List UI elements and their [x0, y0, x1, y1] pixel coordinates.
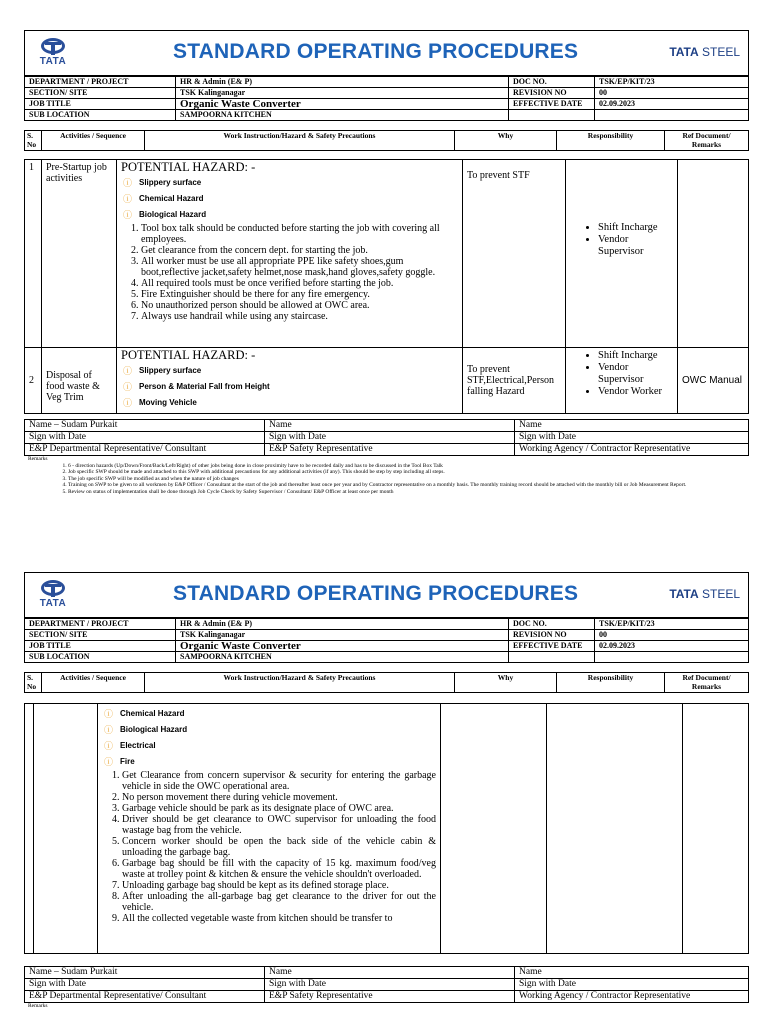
- job-label: JOB TITLE: [25, 99, 176, 110]
- name-left: Name – Sudam Purkait: [25, 420, 265, 432]
- row-why: [441, 704, 547, 954]
- doc-value: TSK/EP/KIT/23: [595, 77, 749, 88]
- row-instruction: [117, 348, 463, 414]
- doc-label: DOC NO.: [509, 77, 595, 88]
- name-mid: Name: [265, 967, 515, 979]
- col-sno: S. No: [25, 673, 42, 693]
- row-ref: OWC Manual: [678, 348, 749, 414]
- col-ref: Ref Document/ Remarks: [665, 673, 749, 693]
- dept-value: HR & Admin (E& P): [176, 77, 509, 88]
- sign-mid: Sign with Date: [265, 979, 515, 991]
- row-why: To prevent STF,Electrical,Person falling Hazard: [463, 348, 566, 414]
- role-mid: E&P Safety Representative: [265, 991, 515, 1003]
- instruction-steps: [121, 223, 458, 322]
- hazard-heading: POTENTIAL HAZARD: -: [121, 160, 256, 174]
- job-value: Organic Waste Converter: [176, 641, 509, 652]
- step-item: 4. Driver should be get clearance to OWC supervisor for unloading the food wastage bag from the vehicle.: [122, 814, 436, 836]
- hazard-item: ⓘ Moving Vehicle: [139, 395, 458, 411]
- step-item: 5. Fire Extinguisher should be there for any fire emergency.: [141, 289, 458, 300]
- name-left: Name – Sudam Purkait: [25, 967, 265, 979]
- col-ref: Ref Document/ Remarks: [665, 131, 749, 151]
- tata-logo-icon: [37, 38, 69, 67]
- hazard-item: ⓘ Fire: [120, 754, 436, 770]
- doc-value: TSK/EP/KIT/23: [595, 619, 749, 630]
- rev-value: 00: [595, 630, 749, 641]
- sop-title: STANDARD OPERATING PROCEDURES: [173, 40, 579, 63]
- hazard-item: ⓘ Biological Hazard: [120, 722, 436, 738]
- responsibility-item: • Vendor Supervisor: [598, 234, 673, 258]
- eff-value: 02.09.2023: [595, 99, 749, 110]
- signature-table: [24, 419, 749, 456]
- hazard-list: [102, 706, 436, 770]
- row-sno: 2: [25, 348, 42, 414]
- hazard-bullet-icon: ⓘ: [104, 757, 114, 767]
- remarks-label: Remarks: [28, 456, 48, 462]
- sop-page-2: [24, 572, 749, 1010]
- sign-right: Sign with Date: [515, 432, 749, 444]
- section-value: TSK Kalinganagar: [176, 88, 509, 99]
- hazard-bullet-icon: ⓘ: [123, 178, 133, 188]
- remark-item: 2. Job specific SWP should be made and attached to this SWP with additional precautions for any additional activities (if any). This should be step by step including all steps.: [68, 469, 747, 476]
- hazard-bullet-icon: ⓘ: [123, 194, 133, 204]
- hazard-heading: POTENTIAL HAZARD: -: [121, 348, 256, 362]
- tata-logo-icon: [37, 580, 69, 609]
- tata-steel-brand: TATA STEEL: [669, 587, 740, 601]
- step-item: 7. Always use handrail while using any staircase.: [141, 311, 458, 322]
- dept-value: HR & Admin (E& P): [176, 619, 509, 630]
- sign-left: Sign with Date: [25, 432, 265, 444]
- col-why: Why: [455, 131, 557, 151]
- step-item: 1. Tool box talk should be conducted before starting the job with covering all employees.: [141, 223, 458, 245]
- meta-table: [24, 76, 749, 121]
- section-value: TSK Kalinganagar: [176, 630, 509, 641]
- row-instruction: [117, 160, 463, 348]
- remark-item: 3. The job specific SWP will be modified as and when the nature of job changes: [68, 476, 747, 483]
- hazard-bullet-icon: ⓘ: [123, 366, 133, 376]
- subloc-value: SAMPOORNA KITCHEN: [176, 652, 509, 663]
- hazard-item: ⓘ Chemical Hazard: [120, 706, 436, 722]
- responsibility-item: • Vendor Worker: [598, 386, 673, 398]
- row-instruction: [98, 704, 441, 954]
- col-activities: Activities / Sequence: [42, 131, 145, 151]
- tata-steel-brand: TATA STEEL: [669, 45, 740, 59]
- step-item: 8. After unloading the all-garbage bag get clearance to the driver for out the vehicle.: [122, 891, 436, 913]
- hazard-item: ⓘ Biological Hazard: [139, 207, 458, 223]
- hazard-bullet-icon: ⓘ: [104, 709, 114, 719]
- col-sno: S. No: [25, 131, 42, 151]
- instruction-steps: [102, 770, 436, 924]
- hazard-bullet-icon: ⓘ: [104, 725, 114, 735]
- hazard-item: ⓘ Person & Material Fall from Height: [139, 379, 458, 395]
- col-responsibility: Responsibility: [557, 131, 665, 151]
- eff-value: 02.09.2023: [595, 641, 749, 652]
- hazard-bullet-icon: ⓘ: [123, 382, 133, 392]
- row-responsibility: [566, 348, 678, 414]
- subloc-label: SUB LOCATION: [25, 652, 176, 663]
- col-instruction: Work Instruction/Hazard & Safety Precautions: [145, 673, 455, 693]
- responsibility-item: • Shift Incharge: [598, 350, 673, 362]
- role-right: Working Agency / Contractor Representative: [515, 444, 749, 456]
- row-activity: Pre-Startup job activities: [42, 160, 117, 348]
- remarks-block: [24, 1003, 749, 1010]
- hazard-item: ⓘ Slippery surface: [139, 175, 458, 191]
- responsibility-item: • Vendor Supervisor: [598, 362, 673, 386]
- table-row: [25, 348, 749, 414]
- remark-item: 4. Training on SWP to be given to all workmen by E&P Officer / Consultant at the start of the job and thereafter least once per year and by Contractor representative on a monthly basis. The monthly training record should be attached with the monthly bill or Job Measurement Report.: [68, 482, 747, 489]
- hazard-bullet-icon: ⓘ: [123, 210, 133, 220]
- row-activity: Disposal of food waste & Veg Trim: [42, 348, 117, 414]
- sop-body-table: [24, 159, 749, 414]
- step-item: 3. Garbage vehicle should be park as its designate place of OWC area.: [122, 803, 436, 814]
- step-item: 4. All required tools must be once verified before starting the job.: [141, 278, 458, 289]
- row-activity: [34, 704, 98, 954]
- step-item: 2. No person movement there during vehicle movement.: [122, 792, 436, 803]
- doc-label: DOC NO.: [509, 619, 595, 630]
- table-row: [25, 704, 749, 954]
- col-responsibility: Responsibility: [557, 673, 665, 693]
- name-mid: Name: [265, 420, 515, 432]
- rev-label: REVISION NO: [509, 630, 595, 641]
- hazard-list: [121, 175, 458, 223]
- hazard-bullet-icon: ⓘ: [104, 741, 114, 751]
- hazard-item: ⓘ Chemical Hazard: [139, 191, 458, 207]
- sop-header: [24, 30, 749, 76]
- sop-body-table: [24, 703, 749, 954]
- dept-label: DEPARTMENT / PROJECT: [25, 77, 176, 88]
- step-item: 3. All worker must be use all appropriate PPE like safety shoes,gum boot,reflective jacket,safety helmet,nose mask,hand gloves,safety goggle.: [141, 256, 458, 278]
- step-item: 2. Get clearance from the concern dept. for starting the job.: [141, 245, 458, 256]
- step-item: 6. No unauthorized person should be allowed at OWC area.: [141, 300, 458, 311]
- row-why: To prevent STF: [463, 160, 566, 348]
- signature-table: [24, 966, 749, 1003]
- dept-label: DEPARTMENT / PROJECT: [25, 619, 176, 630]
- role-left: E&P Departmental Representative/ Consultant: [25, 444, 265, 456]
- responsibility-item: • Shift Incharge: [598, 222, 673, 234]
- rev-value: 00: [595, 88, 749, 99]
- logo-text: TATA: [39, 598, 67, 609]
- remark-item: 5. Review on status of implementation shall be done through Job Cycle Check by Safety Supervisor / Consultant/ E&P Officer at least once per month: [68, 489, 747, 496]
- job-value: Organic Waste Converter: [176, 99, 509, 110]
- row-sno: 1: [25, 160, 42, 348]
- eff-label: EFFECTIVE DATE: [509, 641, 595, 652]
- row-sno: [25, 704, 34, 954]
- row-responsibility: [566, 160, 678, 348]
- role-left: E&P Departmental Representative/ Consultant: [25, 991, 265, 1003]
- name-right: Name: [515, 420, 749, 432]
- col-why: Why: [455, 673, 557, 693]
- table-row: [25, 160, 749, 348]
- step-item: 9. All the collected vegetable waste from kitchen should be transfer to: [122, 913, 436, 924]
- row-ref: [678, 160, 749, 348]
- row-ref: [683, 704, 749, 954]
- sop-page-1: [24, 30, 749, 496]
- hazard-item: ⓘ Electrical: [120, 738, 436, 754]
- sign-left: Sign with Date: [25, 979, 265, 991]
- remarks-label: Remarks: [28, 1003, 48, 1009]
- sign-right: Sign with Date: [515, 979, 749, 991]
- role-mid: E&P Safety Representative: [265, 444, 515, 456]
- col-instruction: Work Instruction/Hazard & Safety Precautions: [145, 131, 455, 151]
- subloc-value: SAMPOORNA KITCHEN: [176, 110, 509, 121]
- sop-header: [24, 572, 749, 618]
- subloc-label: SUB LOCATION: [25, 110, 176, 121]
- column-header: [24, 672, 749, 693]
- column-header: [24, 130, 749, 151]
- rev-label: REVISION NO: [509, 88, 595, 99]
- hazard-bullet-icon: ⓘ: [123, 398, 133, 408]
- step-item: 1. Get Clearance from concern supervisor & security for entering the garbage vehicle in side the OWC operational area.: [122, 770, 436, 792]
- hazard-list: [121, 363, 458, 411]
- section-label: SECTION/ SITE: [25, 630, 176, 641]
- logo-text: TATA: [39, 56, 67, 67]
- sign-mid: Sign with Date: [265, 432, 515, 444]
- step-item: 5. Concern worker should be open the back side of the vehicle cabin & unloading the garbage bag.: [122, 836, 436, 858]
- hazard-item: ⓘ Slippery surface: [139, 363, 458, 379]
- eff-label: EFFECTIVE DATE: [509, 99, 595, 110]
- job-label: JOB TITLE: [25, 641, 176, 652]
- section-label: SECTION/ SITE: [25, 88, 176, 99]
- col-activities: Activities / Sequence: [42, 673, 145, 693]
- sop-title: STANDARD OPERATING PROCEDURES: [173, 582, 579, 605]
- row-responsibility: [547, 704, 683, 954]
- remarks-block: [24, 456, 749, 496]
- role-right: Working Agency / Contractor Representative: [515, 991, 749, 1003]
- remark-item: 1. 6 - direction hazards (Up/Down/Front/Back/Left/Right) of other jobs being done in close proximity have to be recorded daily and has to be discussed in the Tool Box Talk: [68, 463, 747, 470]
- step-item: 6. Garbage bag should be fill with the capacity of 15 kg. maximum food/veg waste at trolley point & kitchen & ensure the vehicle shouldn't overloaded.: [122, 858, 436, 880]
- meta-table: [24, 618, 749, 663]
- step-item: 7. Unloading garbage bag should be kept as its defined storage place.: [122, 880, 436, 891]
- name-right: Name: [515, 967, 749, 979]
